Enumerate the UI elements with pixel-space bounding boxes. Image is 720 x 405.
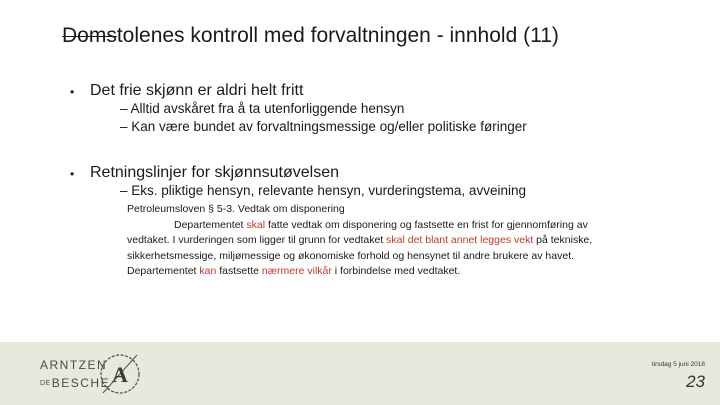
quote-line-3: vedtaket. I vurderingen som ligger til grunn for vedtaket skal det blant annet legges vekt på tekniske, <box>127 234 593 246</box>
slide-date: tirsdag 5 juni 2018 <box>651 361 705 368</box>
logo-line-1: ARNTZEN <box>40 358 108 372</box>
bullet-1 <box>70 82 304 100</box>
title-text: tolenes kontroll med forvaltningen - innhold (11) <box>116 24 559 47</box>
page-number: 23 <box>686 372 705 391</box>
logo-line-2: DEBESCHE <box>40 376 111 390</box>
bullet-dot: • <box>70 167 75 181</box>
bullet-1-sub-1: – Alltid avskåret fra å ta utenforliggende hensyn <box>120 101 405 116</box>
slide-title <box>62 24 559 48</box>
highlight-naermere-vilkar: nærmere vilkår <box>261 265 332 277</box>
bullet-2-sub-1: – Eks. pliktige hensyn, relevante hensyn, vurderingstema, avveining <box>120 183 526 198</box>
highlight-kan: kan <box>199 265 217 277</box>
highlight-legges-vekt: skal det blant annet legges vekt <box>386 234 534 246</box>
quote-line-2: Departementet skal fatte vedtak om disponering og fastsette en frist for gjennomføring av <box>174 218 588 231</box>
footer-bar <box>0 342 720 405</box>
highlight-skal: skal <box>246 218 266 231</box>
bullet-2-text: Retningslinjer for skjønnsutøvelsen <box>90 164 339 181</box>
bullet-dot: • <box>70 85 75 99</box>
quote-line-5: Departementet kan fastsette nærmere vilkår i forbindelse med vedtaket. <box>127 265 461 277</box>
law-quote <box>127 202 667 280</box>
logo-mark-icon <box>95 349 145 399</box>
quote-line-4: sikkerhetsmessige, miljømessige og økonomiske forhold og hensynet til andre brukere av havet. <box>127 249 575 262</box>
quote-line-1: Petroleumsloven § 5-3. Vedtak om disponering <box>127 203 345 215</box>
logo-letter: A <box>112 362 128 387</box>
bullet-1-text: Det frie skjønn er aldri helt fritt <box>90 82 304 99</box>
bullet-1-sub-2: – Kan være bundet av forvaltningsmessige og/eller politiske føringer <box>120 119 527 134</box>
title-struck-text: Doms <box>62 24 117 47</box>
bullet-2 <box>70 164 339 182</box>
